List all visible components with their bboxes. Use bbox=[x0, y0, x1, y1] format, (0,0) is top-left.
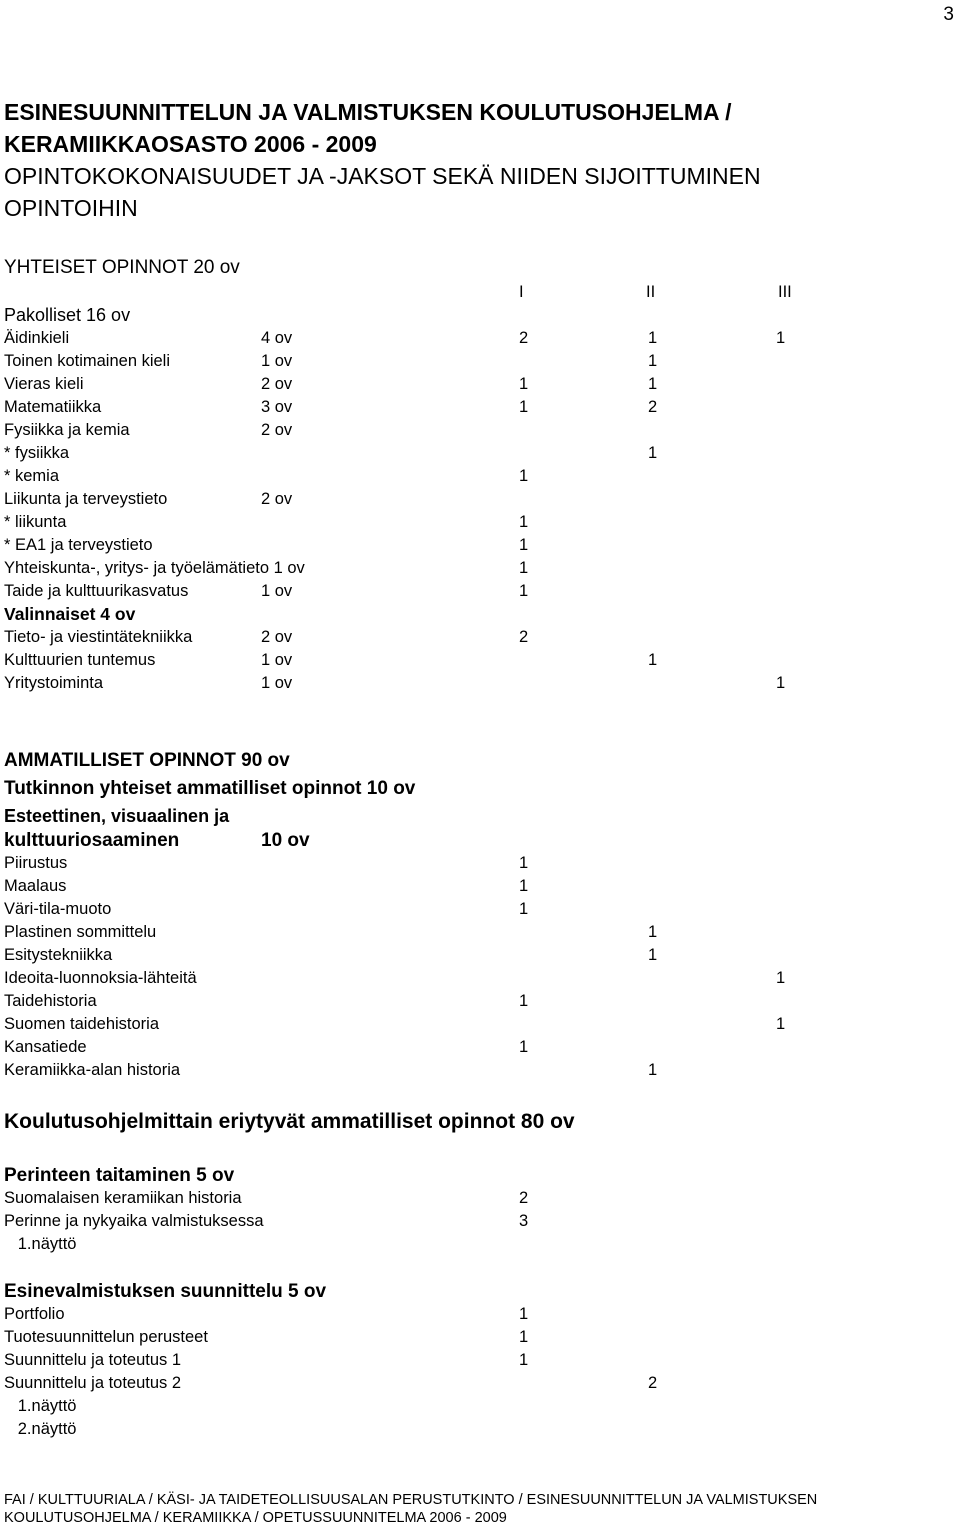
year-1-value: 1 bbox=[519, 854, 529, 872]
year-2-value: 1 bbox=[648, 444, 658, 462]
course-name: * kemia bbox=[4, 467, 60, 485]
yhteiset-heading: YHTEISET OPINNOT 20 ov bbox=[4, 257, 240, 278]
year-1-value: 1 bbox=[519, 877, 529, 895]
year-header-1: I bbox=[519, 283, 524, 301]
title-line-3: OPINTOKOKONAISUUDET JA -JAKSOT SEKÄ NIIDEN SIJOITTUMINEN bbox=[4, 163, 761, 189]
group-heading-line-2: kulttuuriosaaminen bbox=[4, 830, 180, 851]
course-name: Matematiikka bbox=[4, 398, 102, 416]
table-row bbox=[0, 1015, 960, 1038]
page-number: 3 bbox=[943, 4, 954, 25]
course-name: * fysiikka bbox=[4, 444, 70, 462]
table-row bbox=[0, 398, 960, 421]
table-row bbox=[0, 969, 960, 992]
year-1-value: 3 bbox=[519, 1212, 529, 1230]
course-name: Fysiikka ja kemia bbox=[4, 421, 130, 439]
year-1-value: 1 bbox=[519, 1351, 529, 1369]
course-name: Maalaus bbox=[4, 877, 67, 895]
course-name: Piirustus bbox=[4, 854, 68, 872]
year-1-value: 1 bbox=[519, 536, 529, 554]
course-name: 1.näyttö bbox=[4, 1397, 77, 1415]
course-name: 2.näyttö bbox=[4, 1420, 77, 1438]
year-3-value: 1 bbox=[776, 1015, 786, 1033]
year-2-value: 1 bbox=[648, 352, 658, 370]
year-1-value: 2 bbox=[519, 628, 529, 646]
table-row bbox=[0, 1374, 960, 1397]
year-3-value: 1 bbox=[776, 674, 786, 692]
year-1-value: 1 bbox=[519, 1038, 529, 1056]
course-name: Suomen taidehistoria bbox=[4, 1015, 160, 1033]
footer-line-1: FAI / KULTTUURIALA / KÄSI- JA TAIDETEOLLISUUSALAN PERUSTUTKINTO / ESINESUUNNITTELUN JA VALMISTUKSEN bbox=[4, 1492, 818, 1508]
year-1-value: 1 bbox=[519, 375, 529, 393]
table-row bbox=[0, 513, 960, 536]
table-row bbox=[0, 1397, 960, 1420]
course-name: 1.näyttö bbox=[4, 1235, 77, 1253]
course-name: Esitystekniikka bbox=[4, 946, 113, 964]
koulutusohjelma-heading: Koulutusohjelmittain eriytyvät ammatilliset opinnot 80 ov bbox=[4, 1110, 575, 1133]
table-row bbox=[0, 536, 960, 559]
table-row bbox=[0, 1061, 960, 1084]
credit-value: 2 ov bbox=[261, 628, 293, 646]
credit-value: 1 ov bbox=[261, 582, 293, 600]
course-name: * liikunta bbox=[4, 513, 67, 531]
table-row bbox=[0, 1420, 960, 1443]
year-2-value: 1 bbox=[648, 329, 658, 347]
year-1-value: 1 bbox=[519, 900, 529, 918]
pakolliset-heading: Pakolliset 16 ov bbox=[4, 305, 131, 325]
document-title bbox=[4, 96, 761, 224]
table-row bbox=[0, 490, 960, 513]
year-1-value: 1 bbox=[519, 398, 529, 416]
table-row bbox=[0, 877, 960, 900]
table-row bbox=[0, 375, 960, 398]
course-name: Liikunta ja terveystieto bbox=[4, 490, 168, 508]
year-1-value: 1 bbox=[519, 467, 529, 485]
table-row bbox=[0, 1351, 960, 1374]
group-heading-line-1: Esteettinen, visuaalinen ja bbox=[4, 806, 230, 826]
credit-value: 2 ov bbox=[261, 421, 293, 439]
year-1-value: 1 bbox=[519, 582, 529, 600]
year-1-value: 2 bbox=[519, 329, 529, 347]
course-name: Toinen kotimainen kieli bbox=[4, 352, 171, 370]
year-1-value: 1 bbox=[519, 513, 529, 531]
table-row bbox=[0, 992, 960, 1015]
year-2-value: 1 bbox=[648, 375, 658, 393]
table-row bbox=[0, 628, 960, 651]
group-heading-ov: 10 ov bbox=[261, 830, 310, 851]
perinteen-heading: Perinteen taitaminen 5 ov bbox=[4, 1165, 235, 1186]
course-name: Yritystoiminta bbox=[4, 674, 104, 692]
table-row bbox=[0, 1328, 960, 1351]
table-row bbox=[0, 923, 960, 946]
table-row bbox=[0, 1212, 960, 1235]
ammatilliset-subheading: Tutkinnon yhteiset ammatilliset opinnot 10 ov bbox=[4, 778, 416, 799]
credit-value: 3 ov bbox=[261, 398, 293, 416]
course-name: Taidehistoria bbox=[4, 992, 97, 1010]
title-line-4: OPINTOIHIN bbox=[4, 195, 138, 221]
credit-value: 1 ov bbox=[261, 651, 293, 669]
course-name: Tieto- ja viestintätekniikka bbox=[4, 628, 193, 646]
course-name: Perinne ja nykyaika valmistuksessa bbox=[4, 1212, 264, 1230]
valinnaiset-heading: Valinnaiset 4 ov bbox=[4, 604, 136, 624]
course-name: Kulttuurien tuntemus bbox=[4, 651, 156, 669]
course-name: Väri-tila-muoto bbox=[4, 900, 112, 918]
table-row bbox=[0, 421, 960, 444]
footer-line-2: KOULUTUSOHJELMA / KERAMIIKKA / OPETUSSUUNNITELMA 2006 - 2009 bbox=[4, 1510, 507, 1526]
year-header-2: II bbox=[646, 283, 656, 301]
course-name: Kansatiede bbox=[4, 1038, 87, 1056]
course-name: Suomalaisen keramiikan historia bbox=[4, 1189, 242, 1207]
course-name: Plastinen sommittelu bbox=[4, 923, 157, 941]
credit-value: 2 ov bbox=[261, 490, 293, 508]
course-name: Vieras kieli bbox=[4, 375, 84, 393]
course-name: Äidinkieli bbox=[4, 329, 70, 347]
esinevalmistus-heading: Esinevalmistuksen suunnittelu 5 ov bbox=[4, 1281, 327, 1302]
valinnaiset-heading-row bbox=[0, 604, 960, 627]
year-header-row bbox=[0, 283, 960, 306]
year-1-value: 1 bbox=[519, 1328, 529, 1346]
year-3-value: 1 bbox=[776, 329, 786, 347]
table-row bbox=[0, 582, 960, 605]
course-name: Portfolio bbox=[4, 1305, 65, 1323]
year-2-value: 2 bbox=[648, 398, 658, 416]
year-1-value: 1 bbox=[519, 1305, 529, 1323]
credit-value: 1 ov bbox=[261, 674, 293, 692]
ammatilliset-heading: AMMATILLISET OPINNOT 90 ov bbox=[4, 750, 290, 771]
year-2-value: 1 bbox=[648, 946, 658, 964]
table-row bbox=[0, 1189, 960, 1212]
course-name: Tuotesuunnittelun perusteet bbox=[4, 1328, 208, 1346]
table-row bbox=[0, 854, 960, 877]
table-row bbox=[0, 352, 960, 375]
title-line-2: KERAMIIKKAOSASTO 2006 - 2009 bbox=[4, 131, 377, 157]
credit-value: 2 ov bbox=[261, 375, 293, 393]
year-2-value: 1 bbox=[648, 1061, 658, 1079]
course-name: Ideoita-luonnoksia-lähteitä bbox=[4, 969, 197, 987]
course-name: Keramiikka-alan historia bbox=[4, 1061, 181, 1079]
table-row bbox=[0, 444, 960, 467]
credit-value: 1 ov bbox=[261, 352, 293, 370]
course-name: * EA1 ja terveystieto bbox=[4, 536, 153, 554]
table-row bbox=[0, 1235, 960, 1258]
course-name: Yhteiskunta-, yritys- ja työelämätieto 1 ov bbox=[4, 559, 305, 577]
year-1-value: 1 bbox=[519, 992, 529, 1010]
course-name: Suunnittelu ja toteutus 2 bbox=[4, 1374, 182, 1392]
table-row bbox=[0, 900, 960, 923]
year-1-value: 1 bbox=[519, 559, 529, 577]
table-row bbox=[0, 651, 960, 674]
course-name: Suunnittelu ja toteutus 1 bbox=[4, 1351, 182, 1369]
table-row bbox=[0, 329, 960, 352]
year-3-value: 1 bbox=[776, 969, 786, 987]
page-footer bbox=[4, 1491, 817, 1527]
table-row bbox=[0, 1038, 960, 1061]
table-row bbox=[0, 559, 960, 582]
table-row bbox=[0, 1305, 960, 1328]
title-line-1: ESINESUUNNITTELUN JA VALMISTUKSEN KOULUTUSOHJELMA / bbox=[4, 99, 732, 125]
table-row bbox=[0, 674, 960, 697]
year-1-value: 2 bbox=[519, 1189, 529, 1207]
table-row bbox=[0, 946, 960, 969]
year-2-value: 2 bbox=[648, 1374, 658, 1392]
credit-value: 4 ov bbox=[261, 329, 293, 347]
course-name: Taide ja kulttuurikasvatus bbox=[4, 582, 189, 600]
year-2-value: 1 bbox=[648, 923, 658, 941]
year-header-3: III bbox=[778, 283, 792, 301]
table-row bbox=[0, 467, 960, 490]
year-2-value: 1 bbox=[648, 651, 658, 669]
